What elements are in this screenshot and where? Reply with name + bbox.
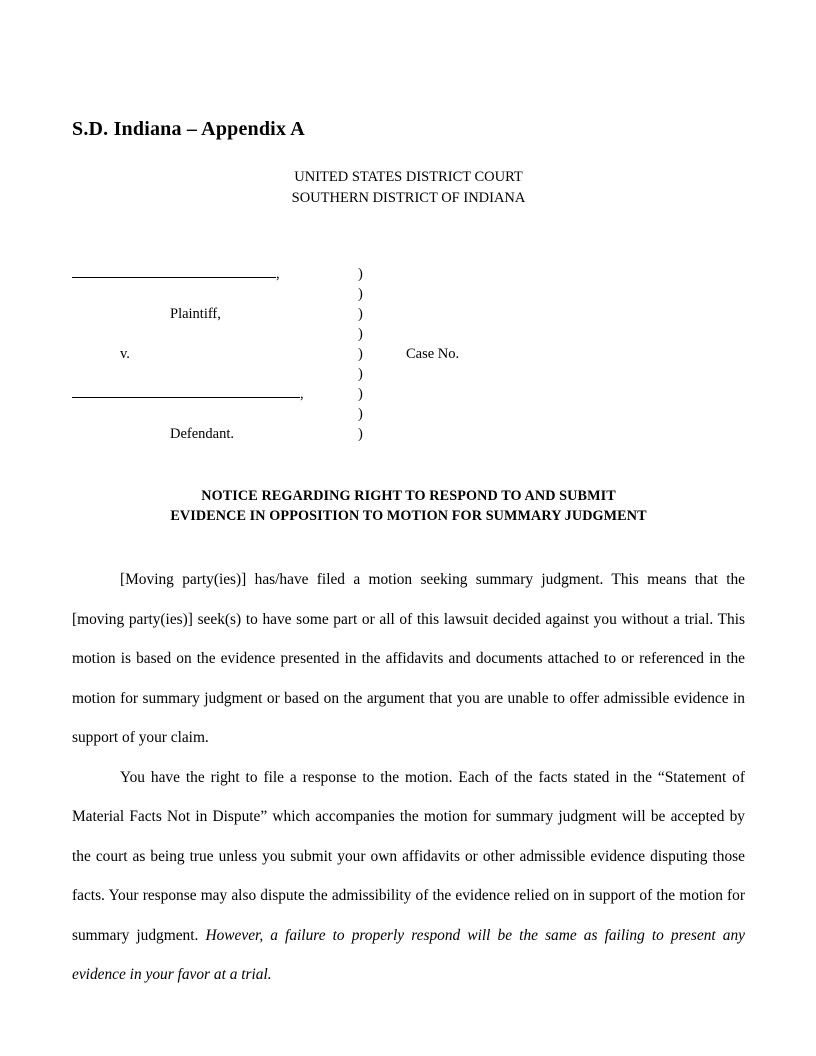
notice-title — [72, 486, 745, 526]
caption-row-spacer — [72, 324, 745, 344]
caption-row-versus — [72, 344, 745, 364]
body-paragraph-2-italic-warning: However, a failure to properly respond will be the same as failing to present any evidence in your favor at a trial. — [72, 926, 745, 983]
notice-body — [72, 560, 745, 995]
court-district-line: SOUTHERN DISTRICT OF INDIANA — [291, 190, 526, 206]
defendant-name-blank-line — [72, 385, 300, 398]
caption-paren: ) — [358, 266, 363, 282]
caption-paren: ) — [358, 306, 363, 322]
caption-row-defendant-name — [72, 384, 745, 404]
plaintiff-label: Plaintiff, — [170, 306, 221, 322]
body-paragraph-2-normal: You have the right to file a response to the motion. Each of the facts stated in the “Statement of Material Facts Not in Dispute” which accompanies the motion for summary judgment will be accepted by the court as being true unless you submit your own affidavits or other admissible evidence disputing those facts. Your response may also dispute the admissibility of the evidence relied on in support of the motion for summary judgment. — [72, 768, 745, 944]
case-number-label: Case No. — [406, 346, 460, 362]
caption-left-cell — [72, 384, 358, 404]
caption-left-cell — [72, 264, 358, 284]
court-name-line: UNITED STATES DISTRICT COURT — [294, 169, 523, 185]
caption-row-plaintiff-label — [72, 304, 745, 324]
caption-paren: ) — [358, 366, 363, 382]
notice-title-line2: EVIDENCE IN OPPOSITION TO MOTION FOR SUMMARY JUDGMENT — [170, 508, 647, 524]
caption-paren: ) — [358, 326, 363, 342]
body-paragraph-2 — [72, 758, 745, 995]
versus-label: v. — [120, 346, 130, 362]
plaintiff-blank-comma: , — [276, 266, 280, 282]
notice-title-line1: NOTICE REGARDING RIGHT TO RESPOND TO AND SUBMIT — [201, 488, 616, 504]
case-caption — [72, 264, 745, 444]
caption-paren: ) — [358, 286, 363, 302]
caption-row-spacer — [72, 364, 745, 384]
caption-row-spacer — [72, 284, 745, 304]
caption-row-defendant-label — [72, 424, 745, 444]
caption-row-plaintiff-name — [72, 264, 745, 284]
defendant-blank-comma: , — [300, 386, 304, 402]
defendant-label: Defendant. — [170, 426, 235, 442]
body-paragraph-1: [Moving party(ies)] has/have filed a motion seeking summary judgment. This means that the [moving party(ies)] seek(s) to have some part or all of this lawsuit decided against you without a trial. This motion is based on the evidence presented in the affidavits and documents attached to or referenced in the motion for summary judgment or based on the argument that you are unable to offer admissible evidence in support of your claim. — [72, 571, 745, 746]
plaintiff-name-blank-line — [72, 265, 276, 278]
caption-paren: ) — [358, 386, 363, 402]
caption-paren: ) — [358, 426, 363, 442]
caption-paren: ) — [358, 406, 363, 422]
caption-paren: ) — [358, 346, 363, 362]
court-heading — [72, 167, 745, 209]
caption-row-spacer — [72, 404, 745, 424]
appendix-header: S.D. Indiana – Appendix A — [72, 118, 305, 140]
